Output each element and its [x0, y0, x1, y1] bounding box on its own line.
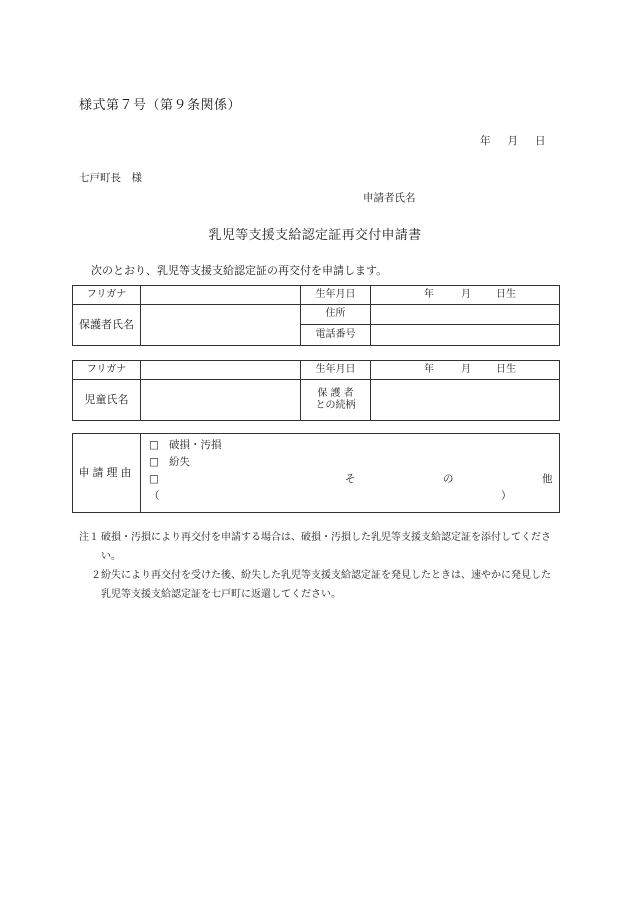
option-damage-label: 破損・汚損	[169, 439, 222, 451]
paren-open: （	[149, 490, 160, 502]
guardian-name-field[interactable]	[141, 305, 301, 346]
guardian-name-label: 保護者氏名	[73, 305, 141, 346]
guardian-furigana-field[interactable]	[141, 286, 301, 305]
addressee: 七戸町長 様	[79, 172, 142, 184]
date-day: 日	[535, 135, 546, 147]
other-label-3: 他	[542, 473, 553, 485]
note-2	[79, 566, 559, 604]
paren-close: ）	[501, 490, 512, 502]
reason-other-detail[interactable]	[149, 488, 551, 505]
child-furigana-field[interactable]	[141, 361, 301, 380]
reason-option-damage[interactable]	[149, 437, 551, 454]
child-relation-label-line1: 保 護 者	[317, 387, 354, 399]
guardian-address-label: 住所	[301, 305, 371, 325]
child-relation-label-line2: との続柄	[315, 400, 356, 411]
child-name-label: 児童氏名	[73, 380, 141, 421]
guardian-birth-year: 年	[424, 288, 434, 300]
document-title: 乳児等支援支給認定証再交付申請書	[208, 228, 422, 243]
checkbox-lost[interactable]: □	[149, 456, 159, 468]
guardian-address-field[interactable]	[371, 305, 560, 325]
note-1-label: 注１	[79, 532, 99, 543]
note-1-text: 破損・汚損により再交付を申請する場合は、破損・汚損した乳児等支援支給認定証を添付してください。	[101, 532, 551, 562]
child-furigana-label: フリガナ	[73, 361, 141, 380]
guardian-table	[72, 285, 560, 346]
child-relation-field[interactable]	[371, 380, 560, 421]
date-month: 月	[507, 135, 518, 147]
date-line	[480, 133, 546, 148]
reason-option-lost[interactable]	[149, 454, 551, 471]
guardian-birthdate-label: 生年月日	[301, 286, 371, 305]
guardian-phone-field[interactable]	[371, 325, 560, 346]
child-birthdate-field[interactable]	[371, 361, 560, 380]
guardian-birth-month: 月	[461, 288, 471, 300]
guardian-phone-label: 電話番号	[301, 325, 371, 346]
guardian-birthdate-field[interactable]	[371, 286, 560, 305]
note-2-text: 紛失により再交付を受けた後、紛失した乳児等支援支給認定証を発見したときは、速やかに発見した乳児等支援支給認定証を七戸町に返還してください。	[101, 570, 551, 600]
child-birth-day: 日生	[496, 363, 516, 375]
note-2-label: ２	[91, 570, 101, 581]
date-year: 年	[480, 135, 491, 147]
form-number: 様式第７号（第９条関係）	[79, 98, 242, 113]
child-birthdate-label: 生年月日	[301, 361, 371, 380]
other-label-2: の	[443, 473, 454, 485]
child-table	[72, 360, 560, 421]
reason-label: 申請理由	[73, 434, 141, 513]
note-1	[79, 528, 559, 566]
other-label-1: そ	[345, 473, 356, 485]
child-birth-year: 年	[424, 363, 434, 375]
intro-text: 次のとおり、乳児等支援支給認定証の再交付を申請します。	[91, 264, 388, 277]
option-lost-label: 紛失	[169, 456, 190, 468]
guardian-birth-day: 日生	[496, 288, 516, 300]
applicant-name-label: 申請者氏名	[363, 192, 416, 204]
child-relation-label	[301, 380, 371, 421]
reason-option-other[interactable]	[149, 471, 551, 488]
reason-table	[72, 433, 560, 513]
checkbox-damage[interactable]: □	[149, 439, 159, 451]
child-name-field[interactable]	[141, 380, 301, 421]
guardian-furigana-label: フリガナ	[73, 286, 141, 305]
reason-options	[141, 434, 560, 513]
checkbox-other[interactable]: □	[149, 473, 159, 485]
child-birth-month: 月	[461, 363, 471, 375]
